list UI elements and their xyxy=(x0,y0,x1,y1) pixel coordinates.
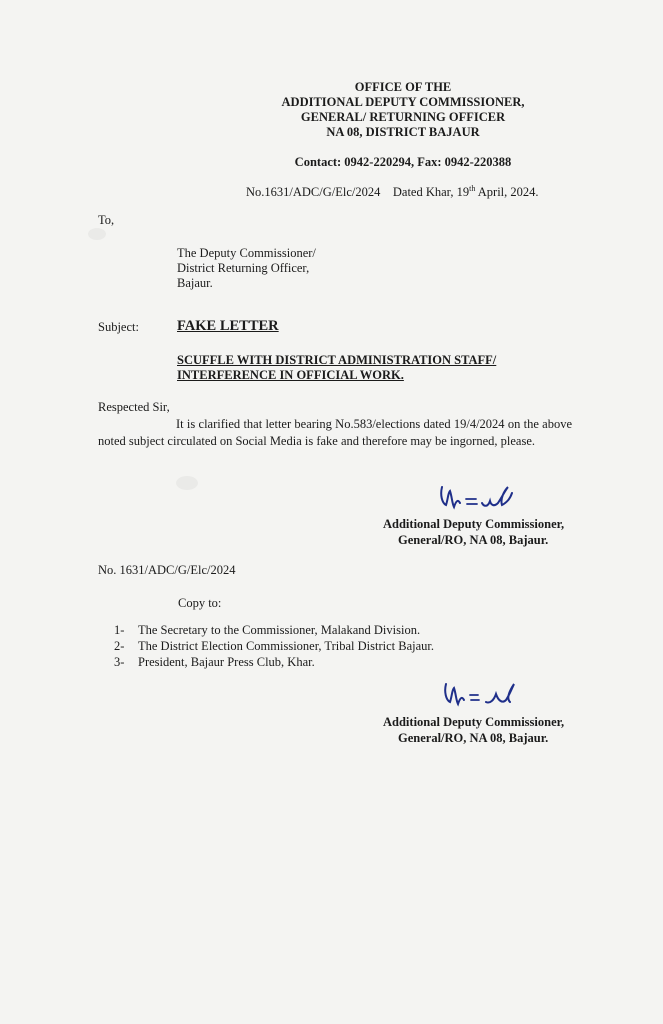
endorsement-number: No. 1631/ADC/G/Elc/2024 xyxy=(98,563,236,577)
header-line-4: NA 08, DISTRICT BAJAUR xyxy=(326,125,480,139)
signature-1-line-1: Additional Deputy Commissioner, xyxy=(383,517,565,531)
to-label: To, xyxy=(98,213,115,227)
addressee-line-3: Bajaur. xyxy=(177,276,213,290)
paper-mark xyxy=(176,476,198,490)
reference-line xyxy=(246,185,539,200)
signature-1-icon xyxy=(436,481,526,515)
header-line-2: ADDITIONAL DEPUTY COMMISSIONER, xyxy=(281,95,525,109)
copy-to-label: Copy to: xyxy=(178,596,222,610)
subject-title: FAKE LETTER xyxy=(177,318,279,334)
signature-2-line-2: General/RO, NA 08, Bajaur. xyxy=(398,731,549,745)
body-paragraph: It is clarified that letter bearing No.583/elections dated 19/4/2024 on the above noted subject circulated on Social Media is fake and therefore may be ingorned, please. xyxy=(98,417,572,448)
reference-number: No.1631/ADC/G/Elc/2024 xyxy=(246,185,381,199)
copy-to-item: 2- The District Election Commissioner, Tribal District Bajaur. xyxy=(114,639,434,653)
subject-line-1: SCUFFLE WITH DISTRICT ADMINISTRATION STAFF/ xyxy=(177,353,497,367)
copy-to-item: 3- President, Bajaur Press Club, Khar. xyxy=(114,655,315,669)
paper-mark xyxy=(88,228,106,240)
signature-1-line-2: General/RO, NA 08, Bajaur. xyxy=(398,533,549,547)
header-line-1: OFFICE OF THE xyxy=(354,80,452,94)
salutation: Respected Sir, xyxy=(98,400,170,414)
copy-to-item: 1- The Secretary to the Commissioner, Malakand Division. xyxy=(114,623,421,637)
addressee-line-1: The Deputy Commissioner/ xyxy=(177,246,316,260)
copy-to-list xyxy=(114,622,434,670)
signature-2-line-1: Additional Deputy Commissioner, xyxy=(383,715,565,729)
signature-2-icon xyxy=(440,678,530,712)
addressee-line-2: District Returning Officer, xyxy=(177,261,310,275)
reference-date: Dated Khar, 19th April, 2024. xyxy=(392,183,539,199)
header-contact: Contact: 0942-220294, Fax: 0942-220388 xyxy=(294,155,512,169)
header-line-3: GENERAL/ RETURNING OFFICER xyxy=(300,110,506,124)
subject-line-2: INTERFERENCE IN OFFICIAL WORK. xyxy=(177,368,404,382)
subject-label: Subject: xyxy=(98,320,139,334)
